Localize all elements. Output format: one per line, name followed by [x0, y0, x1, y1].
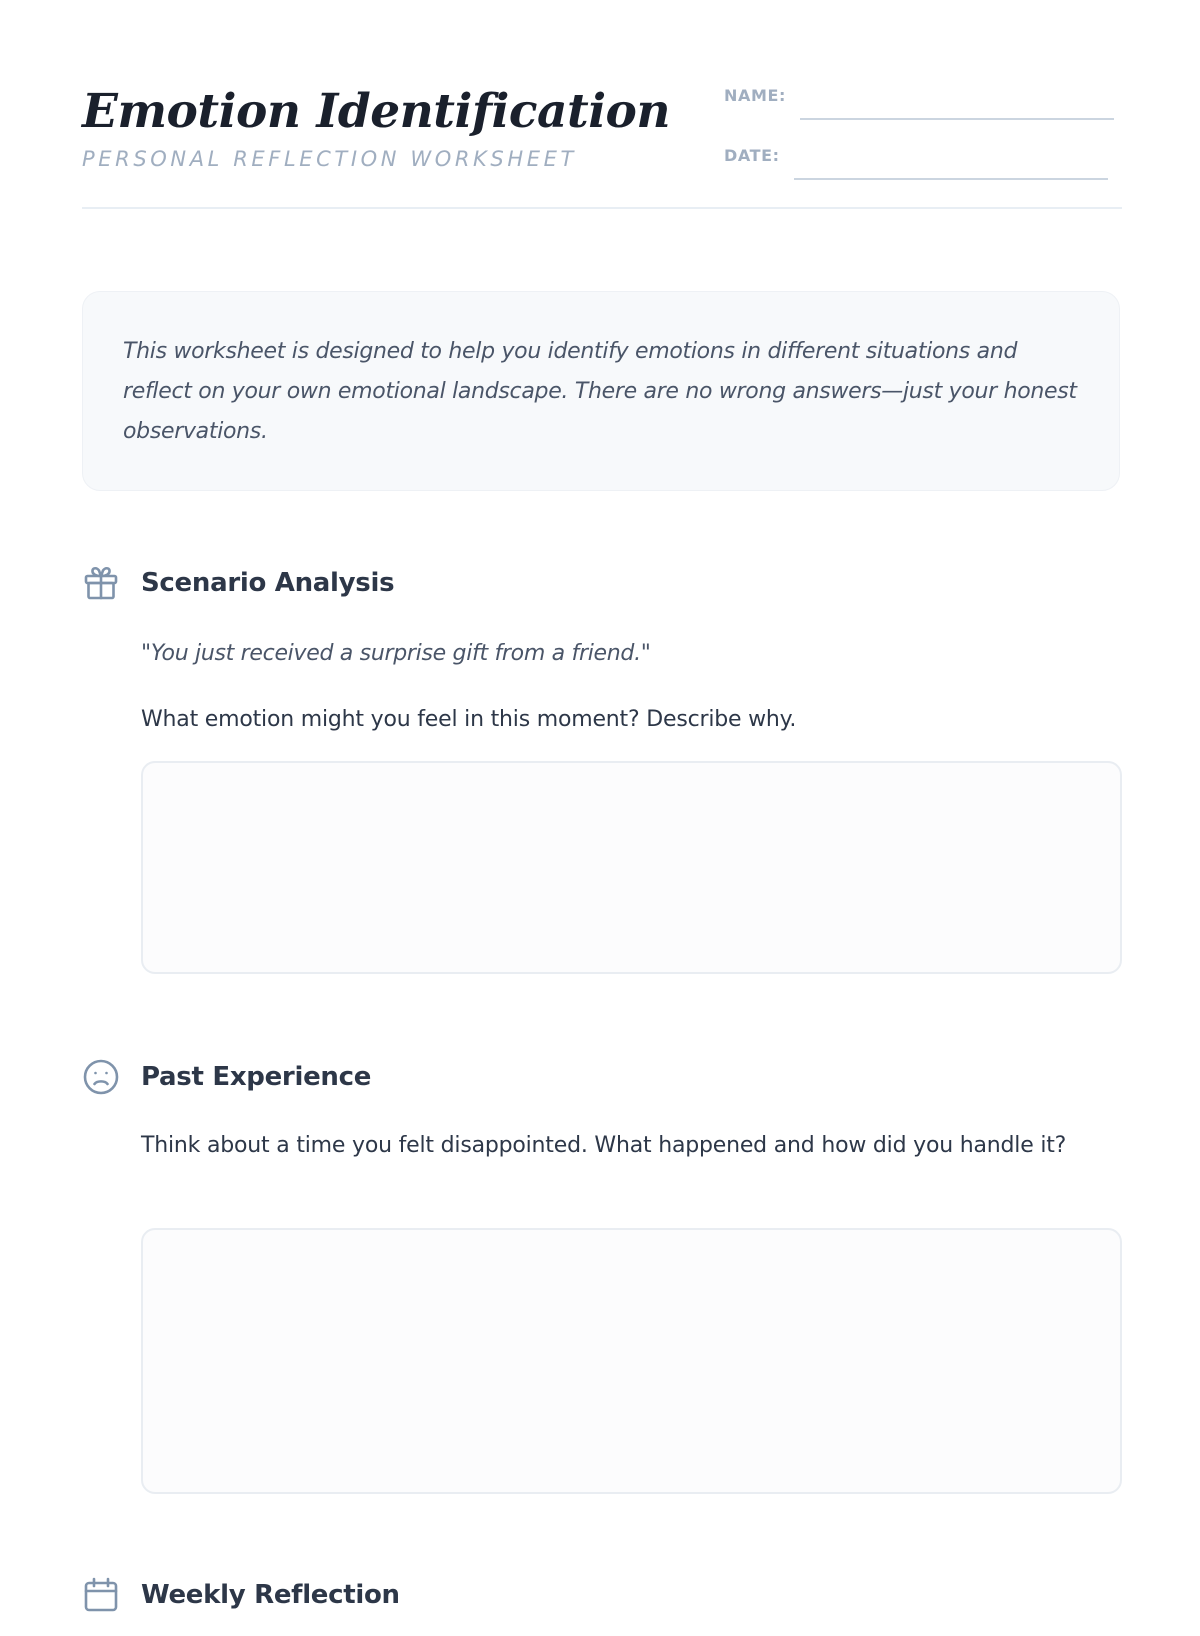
- intro-text: This worksheet is designed to help you identify emotions in different situations and reflect on your own emotional landscape. There are no wrong answers—just your honest observations.: [123, 339, 1077, 444]
- scenario-quote: "You just received a surprise gift from a friend.": [141, 641, 651, 666]
- question-prompt: What emotion might you feel in this moment? Describe why.: [141, 707, 797, 732]
- page-subtitle: PERSONAL REFLECTION WORKSHEET: [82, 147, 577, 171]
- section-title: Scenario Analysis: [141, 568, 395, 598]
- page-title: Emotion Identification: [82, 84, 671, 139]
- section-title: Past Experience: [141, 1062, 372, 1092]
- worksheet-header: [82, 80, 1122, 210]
- gift-icon: [82, 564, 120, 602]
- scenario-answer-box[interactable]: [141, 761, 1122, 974]
- calendar-icon: [82, 1576, 120, 1614]
- header-divider: [82, 207, 1122, 209]
- name-input-line[interactable]: [800, 118, 1114, 120]
- weekly-reflection-section: [82, 1576, 1122, 1636]
- date-label: DATE:: [724, 146, 780, 165]
- name-field: [724, 80, 1122, 110]
- scenario-analysis-section: [82, 564, 1122, 974]
- section-title: Weekly Reflection: [141, 1580, 400, 1610]
- date-input-line[interactable]: [794, 178, 1108, 180]
- past-experience-section: [82, 1058, 1122, 1498]
- date-field: [724, 140, 1122, 170]
- question-prompt: Think about a time you felt disappointed. What happened and how did you handle it?: [141, 1133, 1067, 1158]
- name-label: NAME:: [724, 86, 787, 105]
- past-experience-answer-box[interactable]: [141, 1228, 1122, 1494]
- sad-face-icon: [82, 1058, 120, 1096]
- intro-panel: [82, 291, 1120, 491]
